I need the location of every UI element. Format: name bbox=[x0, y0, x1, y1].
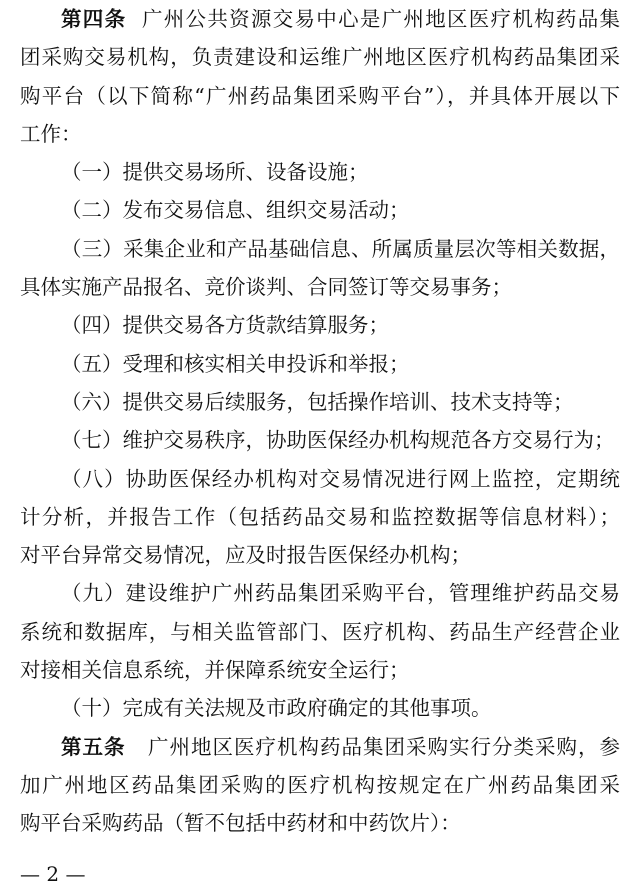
item-3-line-2: 具体实施产品报名、竞价谈判、合同签订等交易事务； bbox=[20, 275, 512, 300]
item-5-line-1: （五）受理和核实相关申投诉和举报； bbox=[61, 351, 410, 376]
article-4-text-1: 广州公共资源交易中心是广州地区医疗机构药品集 bbox=[141, 7, 621, 31]
item-9-line-2: 系统和数据库，与相关监管部门、医疗机构、药品生产经营企业 bbox=[20, 619, 620, 644]
item-6-line-1: （六）提供交易后续服务，包括操作培训、技术支持等； bbox=[61, 389, 574, 414]
article-4-line-2: 团采购交易机构，负责建设和运维广州地区医疗机构药品集团采 bbox=[20, 45, 620, 70]
item-7-line-1: （七）维护交易秩序，协助医保经办机构规范各方交易行为； bbox=[61, 428, 615, 453]
article-5-line-1 bbox=[20, 728, 620, 766]
article-4-line-1 bbox=[20, 0, 620, 38]
article-5-label: 第五条 bbox=[61, 734, 126, 759]
article-4-line-3: 购平台（以下简称“广州药品集团采购平台”），并具体开展以下 bbox=[20, 83, 620, 108]
document-page bbox=[20, 0, 620, 843]
article-4-line-4: 工作： bbox=[20, 121, 82, 146]
article-5-line-2: 加广州地区药品集团采购的医疗机构按规定在广州药品集团采 bbox=[20, 772, 620, 797]
article-5-line-3: 购平台采购药品（暂不包括中药材和中药饮片）： bbox=[20, 811, 461, 836]
item-4-line-1: （四）提供交易各方货款结算服务； bbox=[61, 313, 389, 338]
item-8-line-3: 对平台异常交易情况，应及时报告医保经办机构； bbox=[20, 543, 471, 568]
item-8-line-1: （八）协助医保经办机构对交易情况进行网上监控，定期统 bbox=[61, 466, 620, 491]
item-1-line-1: （一）提供交易场所、设备设施； bbox=[61, 160, 369, 185]
article-4-label: 第四条 bbox=[61, 7, 127, 31]
item-8-line-2: 计分析，并报告工作（包括药品交易和监控数据等信息材料）； bbox=[20, 504, 620, 529]
page-number: — 2 — bbox=[20, 862, 86, 886]
item-10-line-1: （十）完成有关法规及市政府确定的其他事项。 bbox=[61, 696, 492, 721]
item-9-line-1: （九）建设维护广州药品集团采购平台，管理维护药品交易 bbox=[61, 581, 620, 606]
item-9-line-3: 对接相关信息系统，并保障系统安全运行； bbox=[20, 658, 410, 683]
item-3-line-1: （三）采集企业和产品基础信息、所属质量层次等相关数据， bbox=[61, 236, 620, 261]
article-5-text-1: 广州地区医疗机构药品集团采购实行分类采购，参 bbox=[148, 734, 620, 759]
item-2-line-1: （二）发布交易信息、组织交易活动； bbox=[61, 198, 410, 223]
